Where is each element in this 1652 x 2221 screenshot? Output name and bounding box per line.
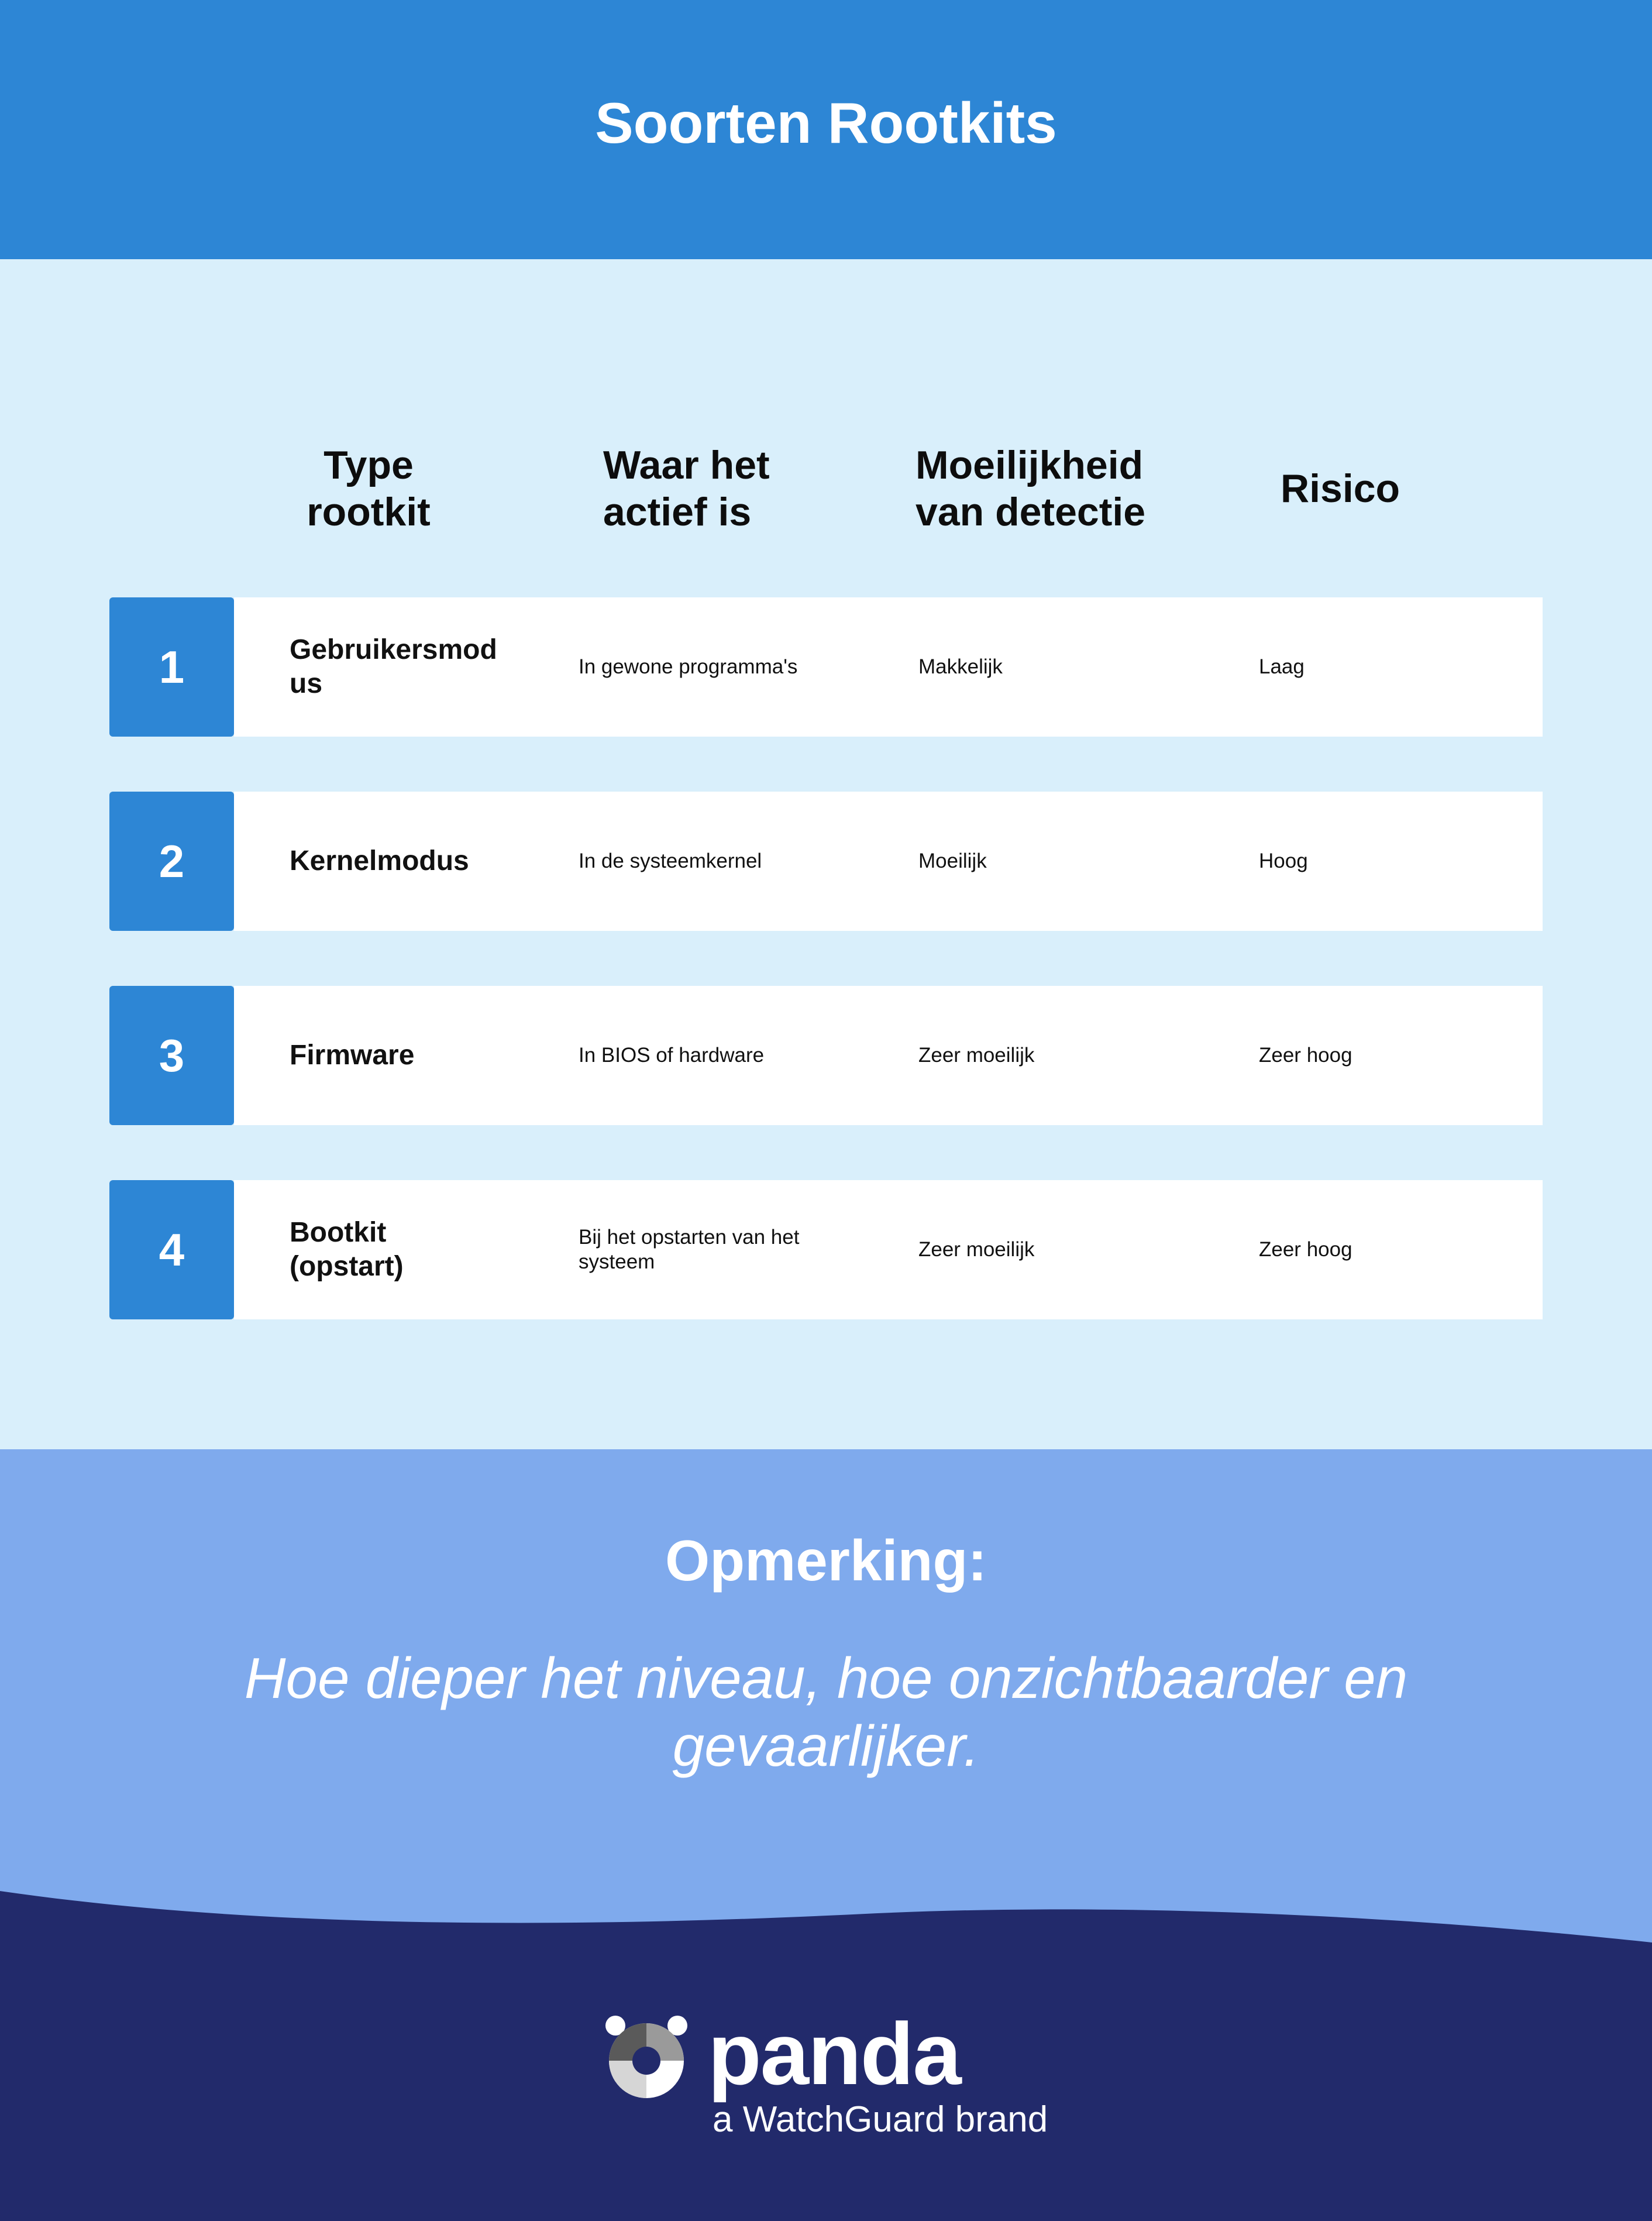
cell-type-line1: Bootkit	[290, 1217, 387, 1248]
header-banner	[0, 0, 1652, 259]
cell-type: Gebruikersmodus	[290, 634, 497, 699]
logo-wordmark: panda	[708, 2005, 961, 2103]
column-header-where-line2: actief is	[603, 490, 752, 534]
panda-logo-icon	[603, 2013, 690, 2100]
cell-risk: Laag	[1259, 655, 1305, 678]
cell-where: Bij het opstarten van het systeem	[579, 1226, 800, 1273]
column-header-type-line1: Type	[323, 443, 414, 487]
column-header-type	[297, 442, 440, 535]
cell-risk: Hoog	[1259, 850, 1308, 872]
column-header-detection-line2: van detectie	[916, 490, 1146, 534]
column-header-detection	[916, 442, 1220, 535]
column-header-where-line1: Waar het	[603, 443, 770, 487]
cell-type: Kernelmodus	[290, 845, 469, 876]
logo-tagline: a WatchGuard brand	[713, 2099, 1048, 2140]
cell-type	[290, 1180, 512, 1319]
column-header-type-line2: rootkit	[307, 490, 431, 534]
cell-where: In de systeemkernel	[579, 850, 762, 872]
page-title: Soorten Rootkits	[595, 91, 1057, 155]
table-row	[109, 792, 1543, 931]
column-header-risk-line1: Risico	[1281, 466, 1400, 511]
panda-logo	[603, 2005, 1071, 2147]
table-row	[109, 986, 1543, 1125]
cell-type: Firmware	[290, 1040, 415, 1071]
row-number: 4	[159, 1223, 185, 1275]
cell-detection: Zeer moeilijk	[918, 1044, 1035, 1067]
note-text: Hoe dieper het niveau, hoe onzichtbaarder en gevaarlijker.	[244, 1646, 1408, 1778]
column-header-detection-line1: Moeilijkheid	[916, 443, 1144, 487]
cell-risk: Zeer hoog	[1259, 1044, 1352, 1067]
cell-detection: Moeilijk	[918, 850, 987, 872]
column-header-where	[603, 442, 825, 535]
column-header-risk	[1281, 465, 1456, 512]
rootkit-table-section	[0, 259, 1652, 1449]
note-title: Opmerking:	[665, 1528, 987, 1593]
row-number: 2	[159, 835, 185, 887]
cell-where: In gewone programma's	[579, 655, 798, 678]
table-row	[109, 597, 1543, 737]
cell-type-line2: (opstart)	[290, 1251, 404, 1282]
cell-risk: Zeer hoog	[1259, 1238, 1352, 1261]
row-number: 1	[159, 641, 185, 693]
cell-where: In BIOS of hardware	[579, 1044, 765, 1067]
cell-detection: Zeer moeilijk	[918, 1238, 1035, 1261]
row-number: 3	[159, 1029, 185, 1081]
table-row	[109, 1180, 1543, 1319]
cell-detection: Makkelijk	[918, 655, 1003, 678]
